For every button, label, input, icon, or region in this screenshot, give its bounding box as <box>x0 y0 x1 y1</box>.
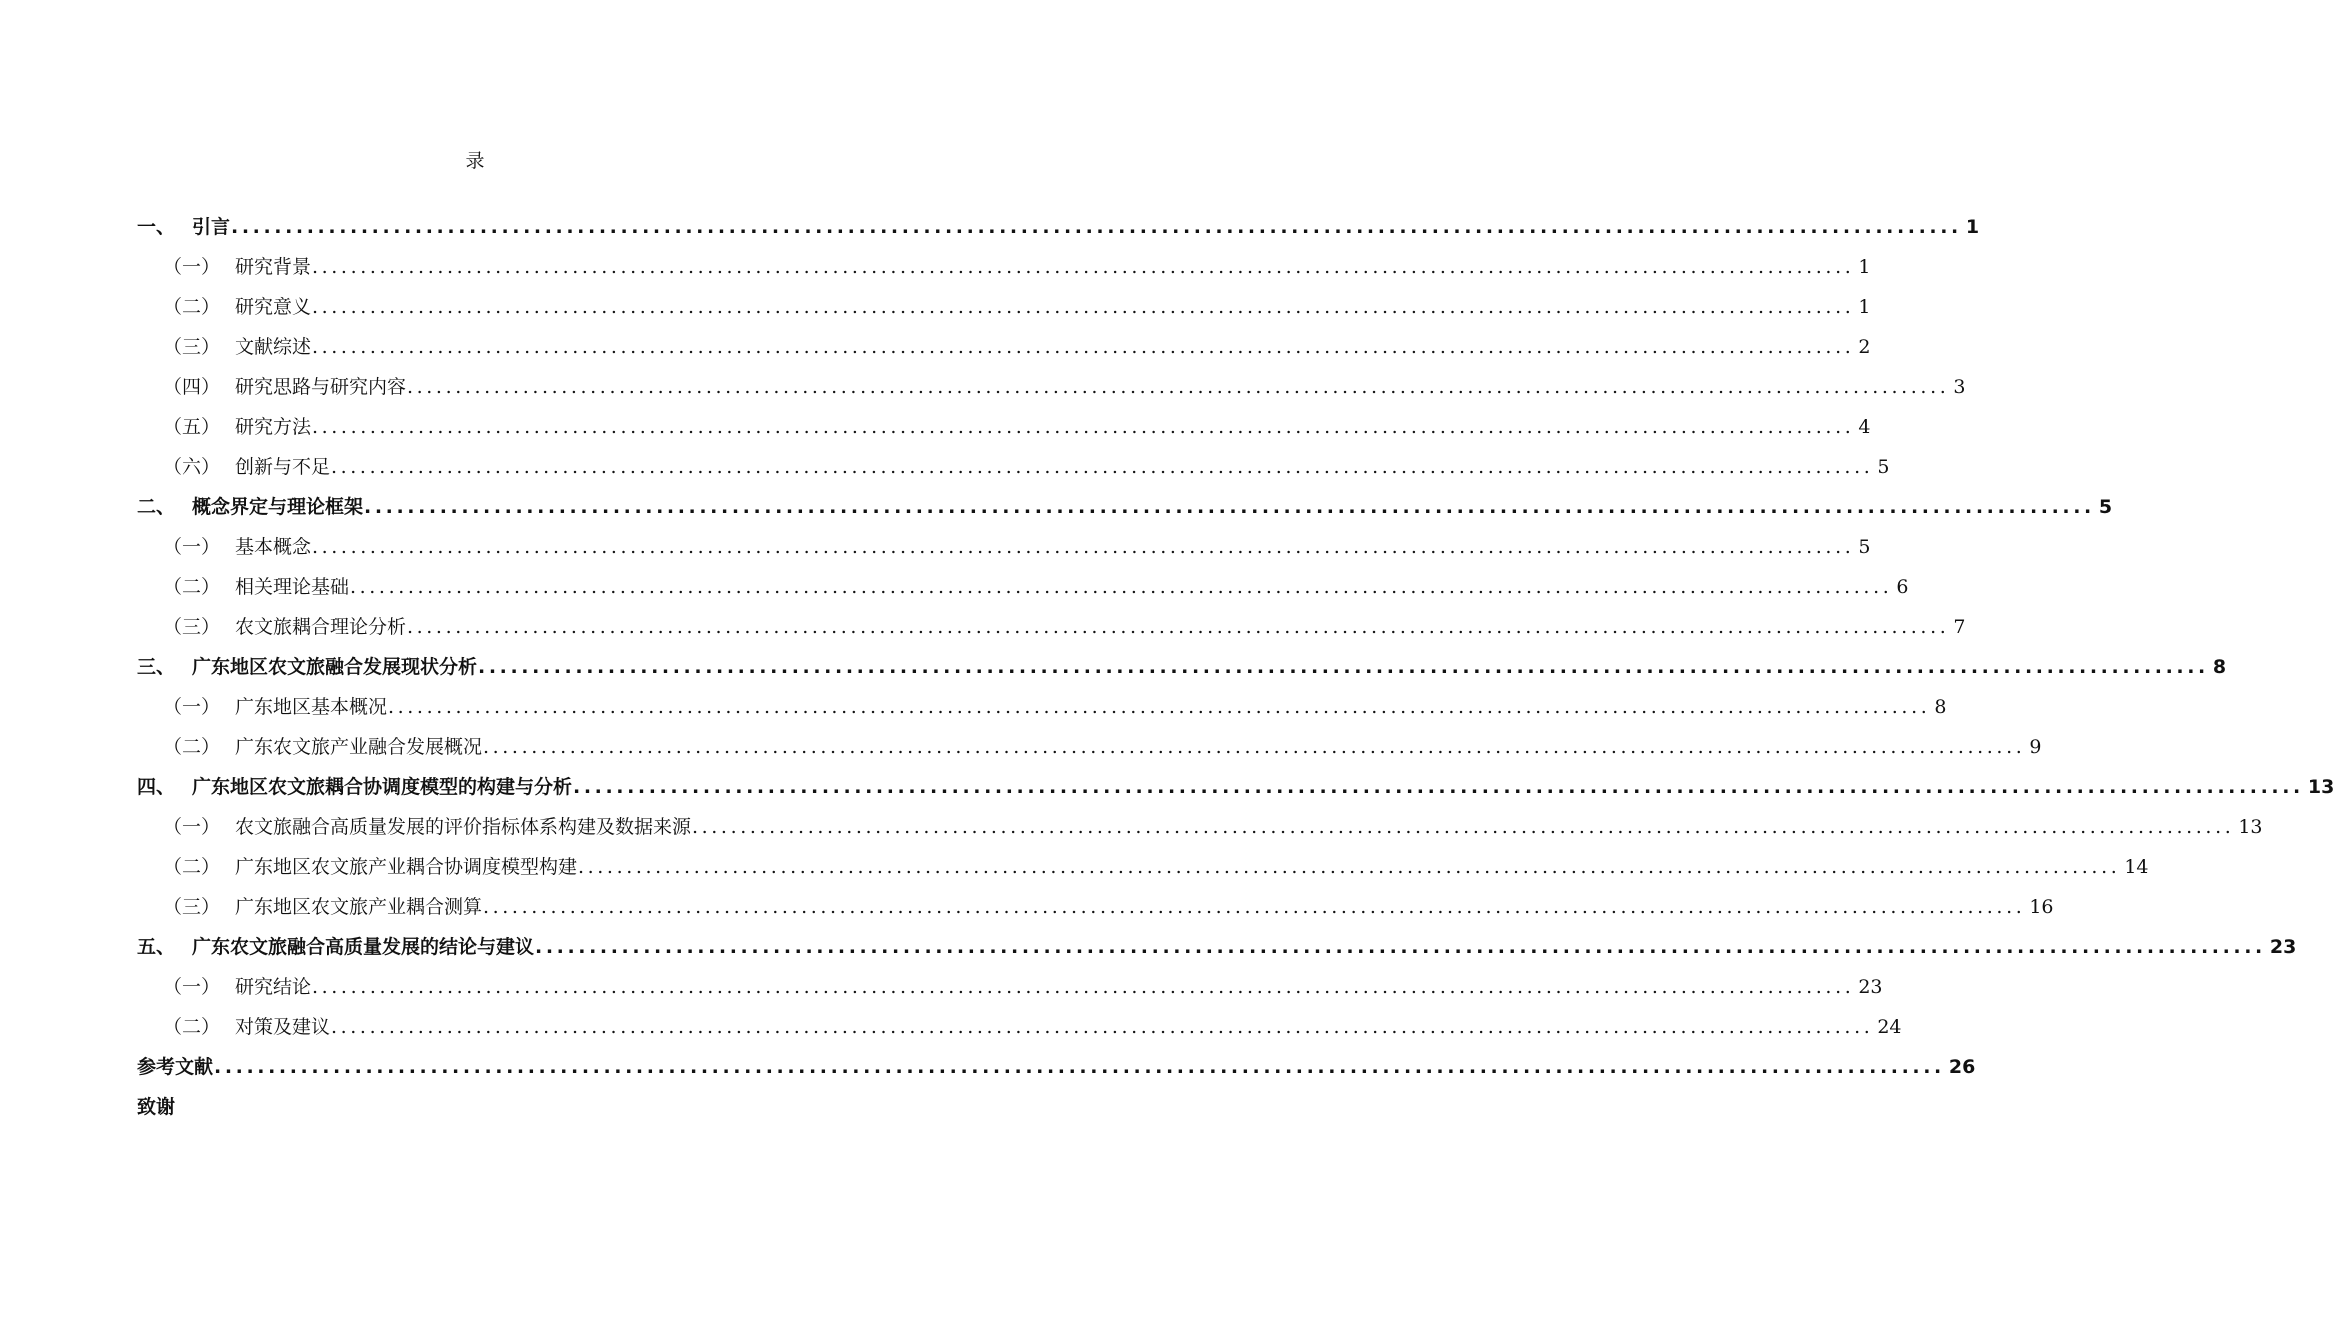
dot-leader: ................................................................................................................................................................ <box>407 376 1950 398</box>
toc-entry-label: 广东地区农文旅产业耦合测算 <box>235 896 483 918</box>
toc-entry-label: 广东地区农文旅产业耦合协调度模型构建 <box>235 856 578 878</box>
toc-entry-label: 参考文献 <box>137 1056 214 1078</box>
toc-chapter-entry[interactable] <box>137 487 2113 527</box>
toc-entry-number: （三） <box>163 336 221 358</box>
toc-section-entry[interactable] <box>137 727 2042 767</box>
dot-leader: ................................................................................................................................................................ <box>312 416 1855 438</box>
toc-entry-label: 广东地区农文旅融合发展现状分析 <box>192 656 478 678</box>
toc-entry-number: （一） <box>163 816 221 838</box>
toc-entry-number: 三、 <box>137 656 176 678</box>
dot-leader: ................................................................................................................................................................ <box>331 1016 1874 1038</box>
toc-entry-page-number: 2 <box>1858 336 1871 358</box>
toc-entry-number: （一） <box>163 536 221 558</box>
toc-entry-label: 农文旅耦合理论分析 <box>235 616 407 638</box>
dot-leader: ................................................................................................................................................................ <box>535 936 2266 958</box>
toc-section-entry[interactable] <box>137 847 2149 887</box>
toc-section-entry[interactable] <box>137 607 1966 647</box>
toc-entry-label: 文献综述 <box>235 336 312 358</box>
toc-entry-page-number: 1 <box>1965 216 1980 238</box>
toc-chapter-entry[interactable] <box>137 927 2297 967</box>
dot-leader: ................................................................................................................................................................ <box>483 736 2026 758</box>
toc-chapter-entry[interactable] <box>137 647 2227 687</box>
toc-entry-page-number: 7 <box>1953 616 1966 638</box>
dot-leader: ................................................................................................................................................................ <box>312 536 1855 558</box>
toc-entry-number: （二） <box>163 856 221 878</box>
toc-entry-page-number: 5 <box>1877 456 1890 478</box>
toc-entry-label: 广东地区基本概况 <box>235 696 388 718</box>
toc-entry-page-number: 5 <box>1858 536 1871 558</box>
dot-leader: ................................................................................................................................................................ <box>483 896 2026 918</box>
toc-section-entry[interactable] <box>137 967 1883 1007</box>
toc-section-entry[interactable] <box>137 1007 1902 1047</box>
toc-section-entry[interactable] <box>137 247 1871 287</box>
toc-entry-label: 相关理论基础 <box>235 576 350 598</box>
toc-entry-label: 创新与不足 <box>235 456 331 478</box>
toc-entry-number: （三） <box>163 896 221 918</box>
toc-entry-page-number: 23 <box>1858 976 1883 998</box>
toc-entry-number: （三） <box>163 616 221 638</box>
toc-section-entry[interactable] <box>137 527 1871 567</box>
table-of-contents <box>137 207 2334 1127</box>
toc-entry-label: 致谢 <box>137 1096 176 1118</box>
toc-entry-number: （五） <box>163 416 221 438</box>
toc-chapter-entry[interactable] <box>137 1047 1976 1087</box>
toc-entry-page-number: 26 <box>1948 1056 1976 1078</box>
toc-section-entry[interactable] <box>137 327 1871 367</box>
dot-leader: ................................................................................................................................................................ <box>578 856 2121 878</box>
toc-entry-label: 概念界定与理论框架 <box>192 496 364 518</box>
toc-entry-label: 农文旅融合高质量发展的评价指标体系构建及数据来源 <box>235 816 692 838</box>
toc-entry-number: （四） <box>163 376 221 398</box>
toc-entry-page-number: 3 <box>1953 376 1966 398</box>
toc-entry-number: （一） <box>163 696 221 718</box>
toc-entry-number: 四、 <box>137 776 176 798</box>
toc-section-entry[interactable] <box>137 287 1871 327</box>
dot-leader: ................................................................................................................................................................ <box>312 256 1855 278</box>
toc-section-entry[interactable] <box>137 687 1947 727</box>
dot-leader: ................................................................................................................................................................ <box>388 696 1931 718</box>
toc-entry-page-number: 14 <box>2124 856 2149 878</box>
toc-entry-number: （二） <box>163 1016 221 1038</box>
dot-leader: ................................................................................................................................................................ <box>364 496 2095 518</box>
toc-entry-page-number: 8 <box>1934 696 1947 718</box>
dot-leader: ................................................................................................................................................................ <box>692 816 2235 838</box>
toc-entry-page-number: 9 <box>2029 736 2042 758</box>
toc-entry-label: 对策及建议 <box>235 1016 331 1038</box>
toc-entry-number: （六） <box>163 456 221 478</box>
toc-entry-page-number: 4 <box>1858 416 1871 438</box>
toc-title: 录 <box>465 150 485 172</box>
toc-entry-number: （一） <box>163 256 221 278</box>
dot-leader: ................................................................................................................................................................ <box>231 216 1962 238</box>
toc-entry-page-number: 1 <box>1858 256 1871 278</box>
toc-section-entry[interactable] <box>137 567 1909 607</box>
toc-entry-label: 引言 <box>192 216 231 238</box>
toc-entry-label: 研究背景 <box>235 256 312 278</box>
toc-entry-page-number: 6 <box>1896 576 1909 598</box>
toc-section-entry[interactable] <box>137 447 1890 487</box>
toc-entry-label: 研究结论 <box>235 976 312 998</box>
dot-leader: ................................................................................................................................................................ <box>350 576 1893 598</box>
toc-entry-page-number: 16 <box>2029 896 2054 918</box>
dot-leader: ................................................................................................................................................................ <box>331 456 1874 478</box>
dot-leader: ................................................................................................................................................................ <box>573 776 2304 798</box>
toc-entry-label: 广东农文旅融合高质量发展的结论与建议 <box>192 936 535 958</box>
toc-entry-number: （一） <box>163 976 221 998</box>
toc-entry-number: 二、 <box>137 496 176 518</box>
dot-leader: ................................................................................................................................................................ <box>312 336 1855 358</box>
toc-entry-label: 广东农文旅产业融合发展概况 <box>235 736 483 758</box>
dot-leader: ................................................................................................................................................................ <box>214 1056 1945 1078</box>
toc-entry-page-number: 23 <box>2269 936 2297 958</box>
toc-chapter-entry[interactable] <box>137 767 2334 807</box>
toc-section-entry[interactable] <box>137 367 1966 407</box>
toc-entry-number: （二） <box>163 736 221 758</box>
toc-entry-page-number: 8 <box>2212 656 2227 678</box>
toc-entry-page-number: 5 <box>2098 496 2113 518</box>
toc-entry-number: 五、 <box>137 936 176 958</box>
toc-entry-number: 一、 <box>137 216 176 238</box>
toc-entry-label: 广东地区农文旅耦合协调度模型的构建与分析 <box>192 776 573 798</box>
dot-leader: ................................................................................................................................................................ <box>478 656 2209 678</box>
dot-leader: ................................................................................................................................................................ <box>312 296 1855 318</box>
toc-section-entry[interactable] <box>137 407 1871 447</box>
toc-entry-label: 研究意义 <box>235 296 312 318</box>
dot-leader: ................................................................................................................................................................ <box>312 976 1855 998</box>
toc-section-entry[interactable] <box>137 887 2054 927</box>
toc-entry-page-number: 1 <box>1858 296 1871 318</box>
toc-acknowledgement-entry[interactable] <box>137 1087 850 1127</box>
toc-section-entry[interactable] <box>137 807 2263 847</box>
toc-entry-page-number: 13 <box>2307 776 2334 798</box>
toc-entry-page-number: 24 <box>1877 1016 1902 1038</box>
toc-entry-label: 研究方法 <box>235 416 312 438</box>
toc-entry-page-number: 13 <box>2238 816 2263 838</box>
toc-chapter-entry[interactable] <box>137 207 1980 247</box>
toc-entry-label: 研究思路与研究内容 <box>235 376 407 398</box>
dot-leader: ................................................................................................................................................................ <box>407 616 1950 638</box>
toc-entry-number: （二） <box>163 296 221 318</box>
toc-entry-number: （二） <box>163 576 221 598</box>
toc-entry-label: 基本概念 <box>235 536 312 558</box>
